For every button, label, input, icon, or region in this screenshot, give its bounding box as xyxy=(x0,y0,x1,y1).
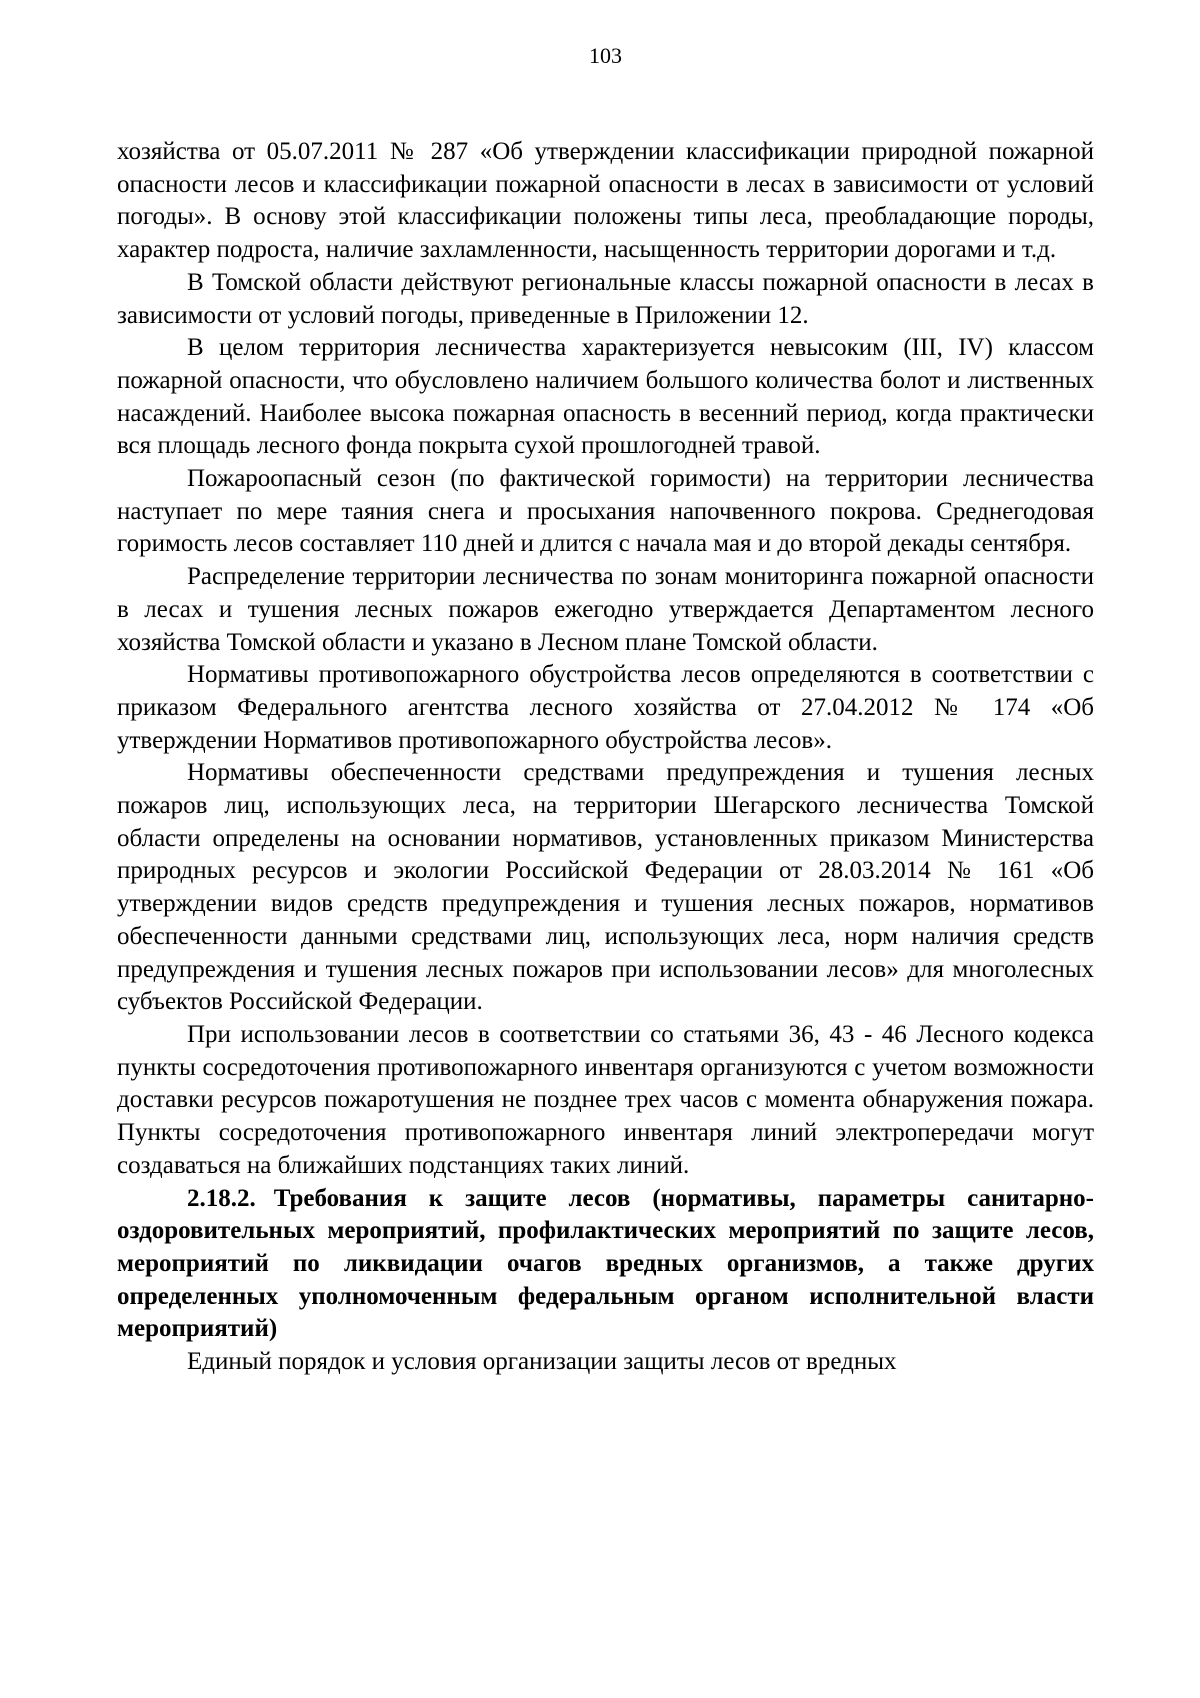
paragraph-equipment-norms: Нормативы обеспеченности средствами предупреждения и тушения лесных пожаров лиц, использующих леса, на территории Шегарского лесничества Томской области определены на основании нормативов, установленных приказом Министерства природных ресурсов и экологии Российской Федерации от 28.03.2014 № 161 «Об утверждении видов средств предупреждения и тушения лесных пожаров, нормативов обеспеченности данными средствами лиц, использующих леса, норм наличия средств предупреждения и тушения лесных пожаров при использовании лесов» для многолесных субъектов Российской Федерации. xyxy=(117,759,1094,1016)
paragraph-monitoring-zones: Распределение территории лесничества по зонам мониторинга пожарной опасности в лесах и тушения лесных пожаров ежегодно утверждается Департаментом лесного хозяйства Томской области и указано в Лесном плане Томской области. xyxy=(117,563,1094,656)
paragraph-protection-order: Единый порядок и условия организации защиты лесов от вредных xyxy=(187,1348,897,1376)
paragraph-regional-classes: В Томской области действуют региональные классы пожарной опасности в лесах в зависимости от условий погоды, приведенные в Приложении 12. xyxy=(117,268,1094,329)
section-heading xyxy=(117,1183,1094,1347)
section-number: 2.18.2. xyxy=(187,1184,256,1212)
paragraph-fire-season: Пожароопасный сезон (по фактической горимости) на территории лесничества наступает по мере таяния снега и просыхания напочвенного покрова. Среднегодовая горимость лесов составляет 110 дней и длится с начала мая и до второй декады сентября. xyxy=(117,465,1094,558)
page-number: 103 xyxy=(589,43,622,68)
paragraph-fire-arrangement-norms: Нормативы противопожарного обустройства лесов определяются в соответствии с приказом Федерального агентства лесного хозяйства от 27.04.2012 № 174 «Об утверждении Нормативов противопожарного обустройства лесов». xyxy=(117,661,1094,754)
paragraph-inventory-points: При использовании лесов в соответствии со статьями 36, 43 - 46 Лесного кодекса пункты сосредоточения противопожарного инвентаря организуются с учетом возможности доставки ресурсов пожаротушения не позднее трех часов с момента обнаружения пожара. Пункты сосредоточения противопожарного инвентаря линий электропередачи могут создаваться на ближайших подстанциях таких линий. xyxy=(117,1020,1094,1179)
document-page xyxy=(117,36,1094,1379)
paragraph-fire-hazard-class: В целом территория лесничества характеризуется невысоким (III, IV) классом пожарной опасности, что обусловлено наличием большого количества болот и лиственных насаждений. Наиболее высока пожарная опасность в весенний период, когда практически вся площадь лесного фонда покрыта сухой прошлогодней травой. xyxy=(117,334,1094,460)
section-title: Требования к защите лесов (нормативы, параметры санитарно-оздоровительных мероприятий, профилактических мероприятий по защите лесов, мероприятий по ликвидации очагов вредных организмов, а также других определенных уполномоченным федеральным органом исполнительной власти мероприятий) xyxy=(117,1184,1094,1343)
paragraph-continuation: хозяйства от 05.07.2011 № 287 «Об утверждении классификации природной пожарной опасности лесов и классификации пожарной опасности в лесах в зависимости от условий погоды». В основу этой классификации положены типы леса, преобладающие породы, характер подроста, наличие захламленности, насыщенность территории дорогами и т.д. xyxy=(117,138,1094,264)
